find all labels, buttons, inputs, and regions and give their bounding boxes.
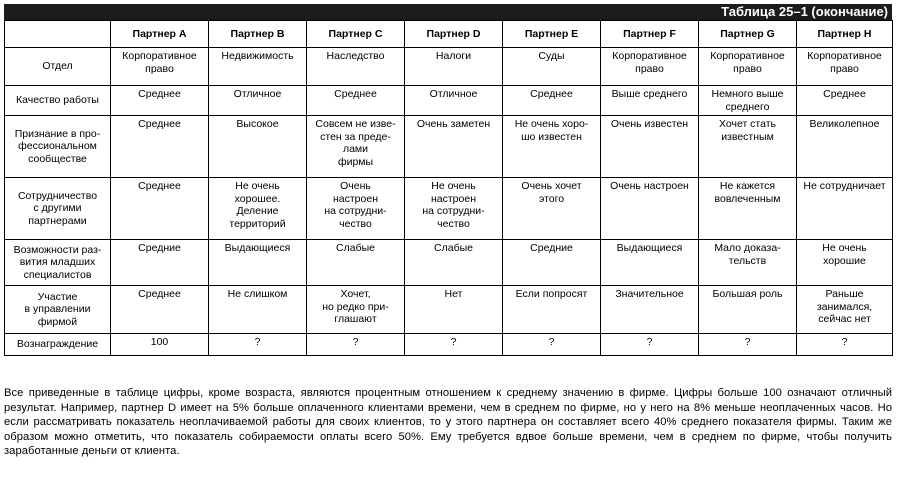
table-cell: Значительное: [601, 286, 699, 334]
table-cell: Корпоративное право: [699, 48, 797, 86]
table-cell: Совсем не изве- стен за преде- лами фирмы: [307, 116, 405, 178]
column-header: Партнер F: [601, 21, 699, 48]
table-cell: Если попросят: [503, 286, 601, 334]
table-cell: Корпоративное право: [111, 48, 209, 86]
table-cell: ?: [797, 334, 893, 356]
table-cell: Высокое: [209, 116, 307, 178]
table-cell: Не кажется вовлеченным: [699, 178, 797, 240]
table-cell: Очень заметен: [405, 116, 503, 178]
table-cell: ?: [503, 334, 601, 356]
column-header: Партнер A: [111, 21, 209, 48]
table-cell: Великолепное: [797, 116, 893, 178]
table-cell: ?: [699, 334, 797, 356]
table-cell: Среднее: [307, 86, 405, 116]
row-label: Возможности раз- вития младших специалистов: [5, 240, 111, 286]
table-cell: Не очень хоро- шо известен: [503, 116, 601, 178]
row-label: Участие в управлении фирмой: [5, 286, 111, 334]
table-cell: Среднее: [111, 286, 209, 334]
table-footnote: Все приведенные в таблице цифры, кроме возраста, являются процентным отношением к среднему значению в фирме. Цифры больше 100 означают отличный результат. Например, партнер D имеет на 5% больше оплаченного клиентами времени, чем в среднем по фирме, но у него на 8% меньше неоплаченных часов. Но если рассматривать показатель неоплачиваемой работы для своих клиентов, то у этого партнера он составляет всего 40% среднего показателя фирмы. Таким же образом можно отметить, что показатель собираемости оплаты всего 50%. Ему требуется вдвое больше времени, чем в среднем по фирме, чтобы получить заработанные деньги от клиента.: [4, 387, 892, 457]
table-cell: Слабые: [307, 240, 405, 286]
table-row: [5, 334, 893, 356]
table-row: [5, 286, 893, 334]
table-row: [5, 240, 893, 286]
row-label: Признание в про- фессиональном сообществе: [5, 116, 111, 178]
table-cell: Среднее: [111, 86, 209, 116]
table-cell: ?: [405, 334, 503, 356]
table-cell: Отличное: [405, 86, 503, 116]
table-cell: ?: [601, 334, 699, 356]
table-cell: Не очень настроен на сотрудни- чество: [405, 178, 503, 240]
table-cell: 100: [111, 334, 209, 356]
row-label: Сотрудничество с другими партнерами: [5, 178, 111, 240]
row-label: Качество работы: [5, 86, 111, 116]
table-cell: Раньше занимался, сейчас нет: [797, 286, 893, 334]
table-cell: Средние: [503, 240, 601, 286]
column-header: Партнер G: [699, 21, 797, 48]
row-label: Отдел: [5, 48, 111, 86]
table-cell: Нет: [405, 286, 503, 334]
table-cell: Очень настроен на сотрудни- чество: [307, 178, 405, 240]
row-label: Вознаграждение: [5, 334, 111, 356]
table-cell: Налоги: [405, 48, 503, 86]
table-cell: Наследство: [307, 48, 405, 86]
table-cell: Очень известен: [601, 116, 699, 178]
table-cell: Не сотрудничает: [797, 178, 893, 240]
column-header: Партнер H: [797, 21, 893, 48]
table-cell: Не слишком: [209, 286, 307, 334]
table-cell: Не очень хорошие: [797, 240, 893, 286]
column-header: Партнер C: [307, 21, 405, 48]
table-cell: Корпоративное право: [601, 48, 699, 86]
table-row: [5, 48, 893, 86]
table-cell: Очень настроен: [601, 178, 699, 240]
table-row: [5, 178, 893, 240]
table-cell: Корпоративное право: [797, 48, 893, 86]
column-header: Партнер B: [209, 21, 307, 48]
table-cell: Хочет, но редко при- глашают: [307, 286, 405, 334]
column-header: Партнер D: [405, 21, 503, 48]
table-cell: ?: [307, 334, 405, 356]
table-cell: Большая роль: [699, 286, 797, 334]
table-cell: Среднее: [111, 116, 209, 178]
table-row: [5, 116, 893, 178]
table-cell: ?: [209, 334, 307, 356]
table-cell: Хочет стать известным: [699, 116, 797, 178]
table-cell: Отличное: [209, 86, 307, 116]
partners-table: [4, 20, 893, 356]
table-cell: Не очень хорошее. Деление территорий: [209, 178, 307, 240]
table-cell: Недвижимость: [209, 48, 307, 86]
table-cell: Выдающиеся: [601, 240, 699, 286]
table-cell: Среднее: [503, 86, 601, 116]
table-caption: Таблица 25–1 (окончание): [4, 4, 892, 20]
table-cell: Слабые: [405, 240, 503, 286]
table-cell: Суды: [503, 48, 601, 86]
table-cell: Выдающиеся: [209, 240, 307, 286]
column-header: Партнер E: [503, 21, 601, 48]
corner-cell: [5, 21, 111, 48]
table-cell: Выше среднего: [601, 86, 699, 116]
table-cell: Немного выше среднего: [699, 86, 797, 116]
table-cell: Мало доказа- тельств: [699, 240, 797, 286]
table-row: [5, 86, 893, 116]
table-cell: Средние: [111, 240, 209, 286]
table-cell: Очень хочет этого: [503, 178, 601, 240]
table-cell: Среднее: [797, 86, 893, 116]
table-cell: Среднее: [111, 178, 209, 240]
table-header-row: [5, 21, 893, 48]
